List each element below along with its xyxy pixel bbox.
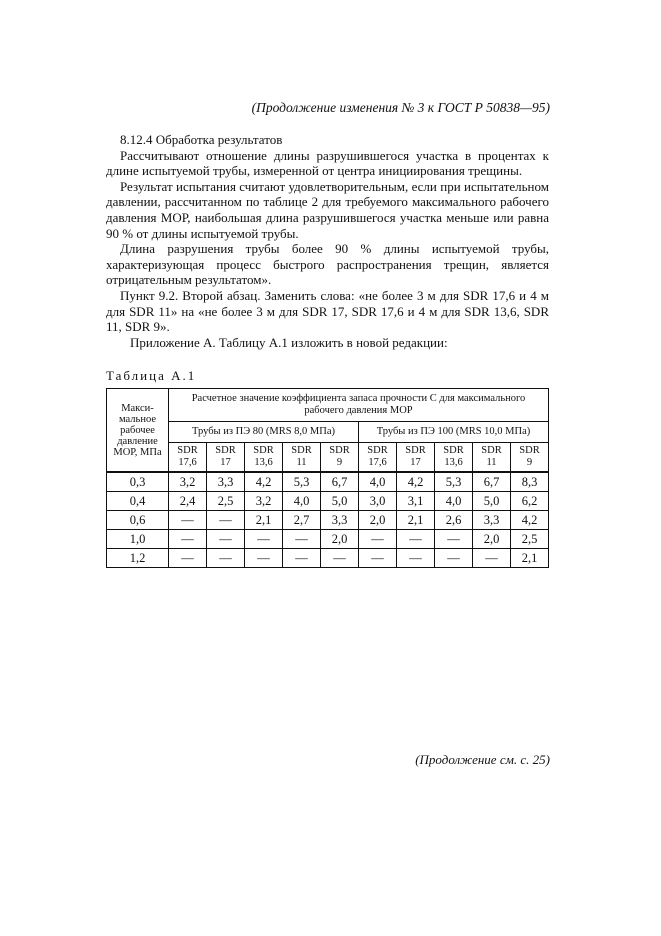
- table-cell-value: —: [207, 549, 245, 568]
- sdr-header-value: 17,6: [178, 457, 197, 468]
- table-cell-value: 8,3: [511, 472, 549, 492]
- sdr-header-label: SDR: [367, 445, 388, 456]
- table-sdr-header: [207, 443, 245, 473]
- body-text: [106, 132, 549, 350]
- table-cell-value: 3,3: [473, 511, 511, 530]
- table-cell-mop: 1,2: [107, 549, 169, 568]
- table-row: [107, 549, 549, 568]
- sdr-header-label: SDR: [481, 445, 502, 456]
- table-cell-value: 2,6: [435, 511, 473, 530]
- table-sdr-header: [511, 443, 549, 473]
- table-sdr-header: [359, 443, 397, 473]
- table-cell-value: —: [169, 549, 207, 568]
- table-cell-value: 2,1: [397, 511, 435, 530]
- table-cell-value: 3,0: [359, 492, 397, 511]
- table-sdr-header: [245, 443, 283, 473]
- table-cell-value: 2,0: [473, 530, 511, 549]
- sdr-header-value: 9: [336, 457, 343, 468]
- paragraph-result-negative: Длина разрушения трубы более 90 % длины испытуемой трубы, характеризующая процесс быстрого распространения трещин, является отрицательным результатом».: [106, 241, 549, 288]
- sdr-header-label: SDR: [329, 445, 350, 456]
- table-cell-mop: 0,6: [107, 511, 169, 530]
- table-cell-value: —: [435, 549, 473, 568]
- table-cell-value: —: [207, 511, 245, 530]
- table-cell-value: 4,2: [511, 511, 549, 530]
- table-cell-value: 5,0: [473, 492, 511, 511]
- table-sdr-header: [169, 443, 207, 473]
- table-row: [107, 472, 549, 492]
- table-cell-value: 4,2: [397, 472, 435, 492]
- table-cell-value: —: [207, 530, 245, 549]
- table-cell-value: 6,7: [473, 472, 511, 492]
- table-sdr-header: [283, 443, 321, 473]
- table-cell-value: 6,7: [321, 472, 359, 492]
- sdr-header-value: 17: [410, 457, 421, 468]
- table-cell-value: —: [169, 511, 207, 530]
- table-cell-value: —: [359, 530, 397, 549]
- table-sdr-header: [397, 443, 435, 473]
- table-cell-value: —: [435, 530, 473, 549]
- sdr-header-value: 13,6: [444, 457, 463, 468]
- table-cell-value: 6,2: [511, 492, 549, 511]
- sdr-header-label: SDR: [253, 445, 274, 456]
- table-cell-value: —: [321, 549, 359, 568]
- table-cell-value: —: [397, 549, 435, 568]
- sdr-header-value: 9: [526, 457, 533, 468]
- data-table: [106, 388, 549, 568]
- table-sdr-header: [473, 443, 511, 473]
- table-cell-value: —: [245, 530, 283, 549]
- table-cell-value: —: [245, 549, 283, 568]
- table-cell-value: 3,1: [397, 492, 435, 511]
- sdr-header-label: SDR: [291, 445, 312, 456]
- table-cell-value: 2,0: [359, 511, 397, 530]
- page-header-continuation: (Продолжение изменения № 3 к ГОСТ Р 50838—95): [251, 100, 550, 115]
- table-cell-value: —: [169, 530, 207, 549]
- sdr-header-value: 17: [220, 457, 231, 468]
- paragraph-result-satisfactory: Результат испытания считают удовлетворительным, если при испытательном давлении, рассчитанном по таблице 2 для требуемого максимального рабочего давления МОР, наибольшая длина разрушившегося участка меньше или равна 90 % от длины испытуемой трубы.: [106, 178, 549, 241]
- table-cell-value: 2,4: [169, 492, 207, 511]
- table-row: [107, 511, 549, 530]
- table-cell-value: 4,0: [359, 472, 397, 492]
- table-cell-mop: 0,3: [107, 472, 169, 492]
- table-cell-value: —: [473, 549, 511, 568]
- table-cell-value: 4,2: [245, 472, 283, 492]
- table-cell-mop: 0,4: [107, 492, 169, 511]
- table-cell-value: 3,3: [207, 472, 245, 492]
- table-sdr-header: [435, 443, 473, 473]
- table-cell-value: 3,3: [321, 511, 359, 530]
- sdr-header-value: 11: [296, 457, 307, 468]
- table-main-header: Расчетное значение коэффициента запаса прочности C для максимального рабочего давления МОР: [169, 389, 549, 422]
- sdr-header-label: SDR: [215, 445, 236, 456]
- table-cell-value: 4,0: [283, 492, 321, 511]
- sdr-header-label: SDR: [519, 445, 540, 456]
- table-cell-value: 2,5: [511, 530, 549, 549]
- section-heading: 8.12.4 Обработка результатов: [120, 132, 283, 147]
- table-cell-value: 4,0: [435, 492, 473, 511]
- table-cell-value: —: [283, 549, 321, 568]
- table-group-header-pe100: Трубы из ПЭ 100 (MRS 10,0 МПа): [359, 422, 549, 443]
- table-caption: Таблица А.1: [106, 368, 197, 383]
- table-cell-value: 3,2: [169, 472, 207, 492]
- table-cell-value: 2,5: [207, 492, 245, 511]
- table-sdr-header: [321, 443, 359, 473]
- paragraph-ratio: Рассчитывают отношение длины разрушившегося участка в процентах к длине испытуемой трубы, измеренной от центра инициирования трещины.: [106, 147, 549, 179]
- table-cell-value: 2,1: [511, 549, 549, 568]
- paragraph-clause-9-2: Пункт 9.2. Второй абзац. Заменить слова: «не более 3 м для SDR 17,6 и 4 м для SDR 11» на «не более 3 м для SDR 17, SDR 17,6 и 4 м для SDR 13,6, SDR 11, SDR 9».: [106, 287, 549, 335]
- sdr-header-value: 13,6: [254, 457, 273, 468]
- page-footer-continuation: (Продолжение см. с. 25): [415, 752, 550, 767]
- sdr-header-label: SDR: [443, 445, 464, 456]
- table-cell-value: —: [283, 530, 321, 549]
- table-row-header: Макси-мальное рабочее давление МОР, МПа: [107, 389, 169, 473]
- table-cell-value: 2,1: [245, 511, 283, 530]
- table-cell-value: 5,3: [435, 472, 473, 492]
- table-cell-value: 5,3: [283, 472, 321, 492]
- sdr-header-label: SDR: [177, 445, 198, 456]
- table-cell-value: 2,0: [321, 530, 359, 549]
- sdr-header-value: 11: [486, 457, 497, 468]
- table-cell-mop: 1,0: [107, 530, 169, 549]
- table-cell-value: —: [359, 549, 397, 568]
- table-cell-value: 5,0: [321, 492, 359, 511]
- sdr-header-value: 17,6: [368, 457, 387, 468]
- table-row: [107, 492, 549, 511]
- table-cell-value: —: [397, 530, 435, 549]
- paragraph-appendix-a: Приложение А. Таблицу А.1 изложить в новой редакции:: [130, 334, 448, 350]
- table-cell-value: 2,7: [283, 511, 321, 530]
- table-row: [107, 530, 549, 549]
- table-group-header-pe80: Трубы из ПЭ 80 (MRS 8,0 МПа): [169, 422, 359, 443]
- sdr-header-label: SDR: [405, 445, 426, 456]
- table-cell-value: 3,2: [245, 492, 283, 511]
